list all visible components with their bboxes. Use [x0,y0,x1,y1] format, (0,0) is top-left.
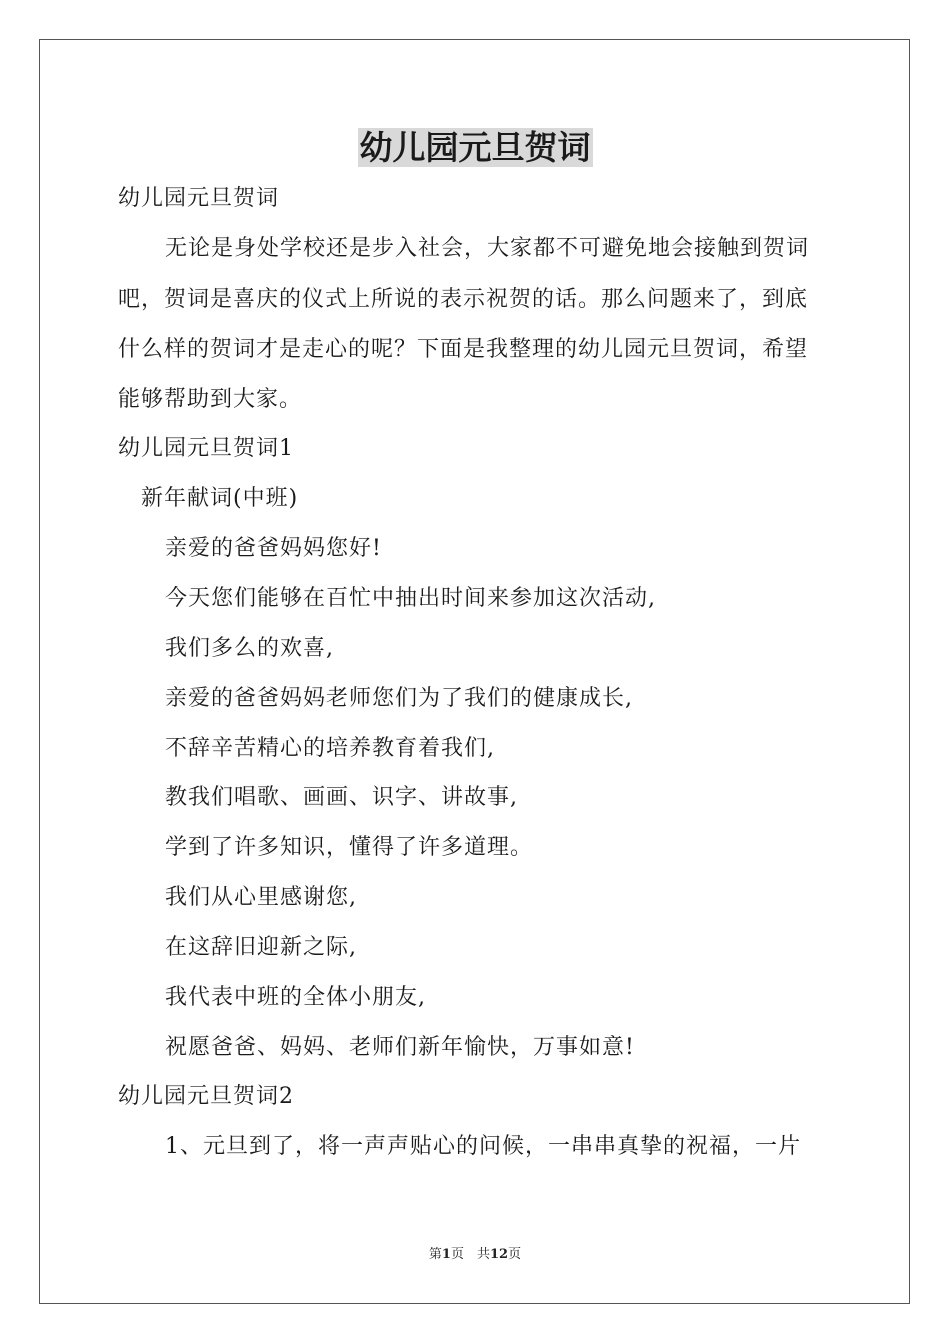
poem-line: 亲爱的爸爸妈妈您好! [165,536,382,561]
poem-line: 学到了许多知识，懂得了许多道理。 [165,835,534,860]
footer-suffix: 页 [508,1247,522,1262]
intro-line: 吧，贺词是喜庆的仪式上所说的表示祝贺的话。那么问题来了，到底 [118,287,809,312]
footer-total-pages: 12 [489,1247,509,1262]
document-title-text: 幼儿园元旦贺词 [359,128,591,167]
poem-line: 今天您们能够在百忙中抽出时间来参加这次活动, [165,586,656,611]
document-subtitle: 幼儿园元旦贺词 [118,186,280,211]
poem-line: 我代表中班的全体小朋友, [165,985,426,1010]
footer-mid: 页 共 [450,1247,490,1262]
document-title [0,126,950,170]
poem-line: 不辞辛苦精心的培养教育着我们, [165,736,495,761]
poem-title: 新年献词(中班) [141,486,299,511]
intro-line: 什么样的贺词才是走心的呢？下面是我整理的幼儿园元旦贺词，希望 [118,337,809,362]
section-heading: 幼儿园元旦贺词1 [118,436,294,461]
page-frame [39,39,910,1304]
footer-prefix: 第 [428,1247,442,1262]
section-heading: 幼儿园元旦贺词2 [118,1084,294,1109]
poem-line: 我们从心里感谢您, [165,885,357,910]
intro-line: 无论是身处学校还是步入社会，大家都不可避免地会接触到贺词 [165,236,810,261]
poem-line: 我们多么的欢喜, [165,636,334,661]
poem-line: 在这辞旧迎新之际, [165,935,357,960]
page-footer [0,1246,950,1264]
intro-line: 能够帮助到大家。 [118,387,303,412]
poem-line: 祝愿爸爸、妈妈、老师们新年愉快，万事如意! [165,1035,635,1060]
footer-current-page: 1 [441,1247,451,1262]
paragraph-line: 1、元旦到了，将一声声贴心的问候，一串串真挚的祝福，一片 [165,1134,801,1159]
poem-line: 亲爱的爸爸妈妈老师您们为了我们的健康成长, [165,686,633,711]
poem-line: 教我们唱歌、画画、识字、讲故事, [165,785,518,810]
